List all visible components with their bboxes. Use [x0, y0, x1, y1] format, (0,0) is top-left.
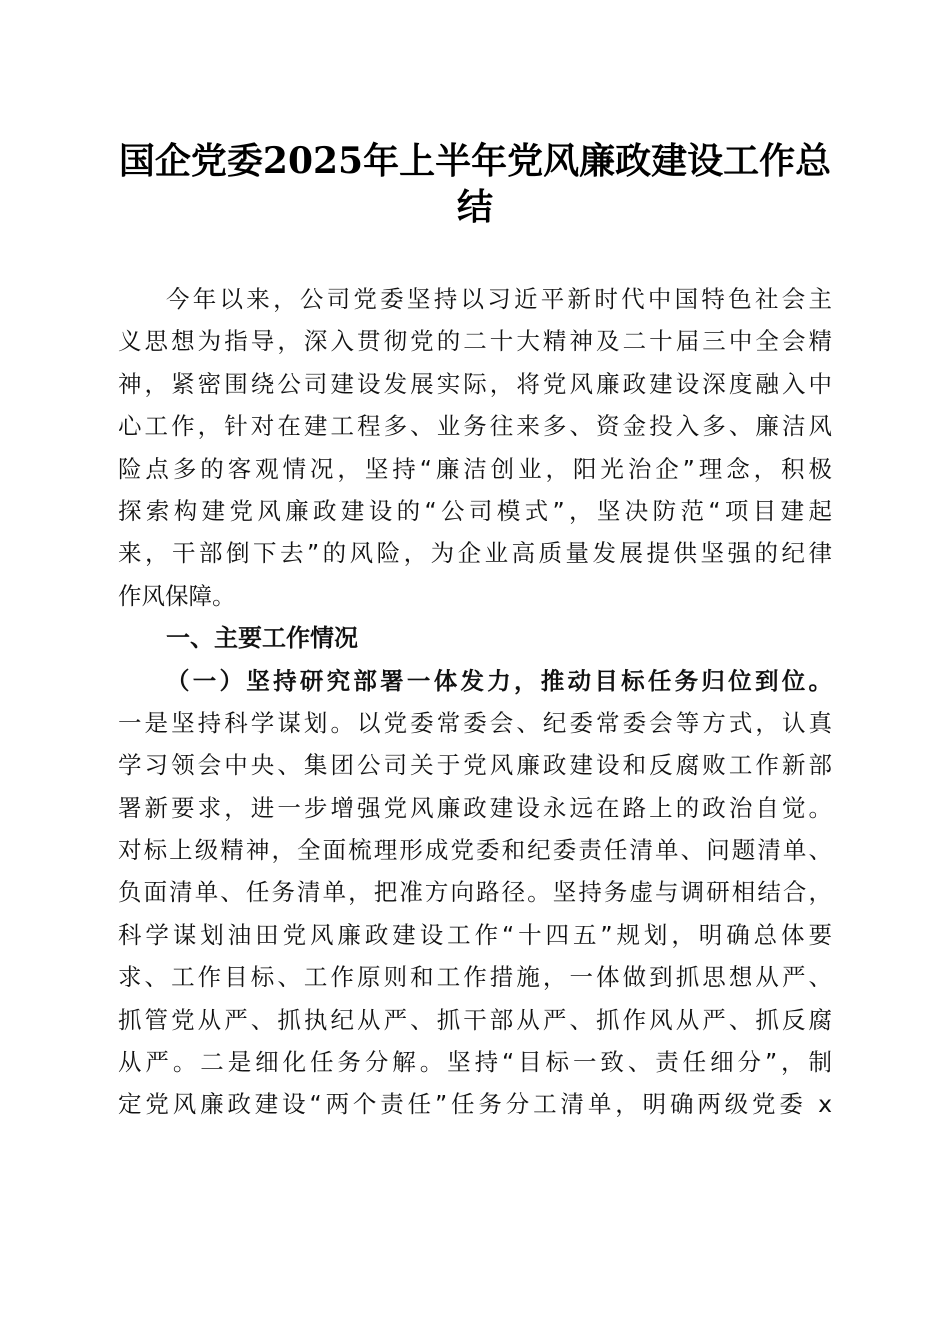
intro-paragraph-line: 义思想为指导，深入贯彻党的二十大精神及二十届三中全会精 [118, 327, 832, 356]
intro-paragraph-line: 神，紧密围绕公司建设发展实际，将党风廉政建设深度融入中 [118, 369, 832, 398]
document-title [118, 138, 832, 230]
subsection-paragraph-line: 抓管党从严、抓执纪从严、抓干部从严、抓作风从严、抓反腐 [118, 1005, 832, 1034]
document-body [118, 278, 832, 1126]
intro-paragraph-line: 作风保障。 [118, 581, 236, 610]
intro-paragraph-line: 探索构建党风廉政建设的“公司模式”，坚决防范“项目建起 [118, 496, 832, 525]
subsection-paragraph-line: 科学谋划油田党风廉政建设工作“十四五”规划，明确总体要 [118, 920, 832, 949]
section-heading: 一、主要工作情况 [166, 624, 358, 653]
intro-paragraph-line: 今年以来，公司党委坚持以习近平新时代中国特色社会主 [166, 285, 832, 313]
title-line-2: 结 [456, 186, 493, 228]
subsection-paragraph-line: 求、工作目标、工作原则和工作措施，一体做到抓思想从严、 [118, 963, 832, 992]
subsection-paragraph-line: 负面清单、任务清单，把准方向路径。坚持务虚与调研相结合， [118, 878, 832, 907]
intro-paragraph-line: 来，干部倒下去”的风险，为企业高质量发展提供坚强的纪律 [118, 539, 832, 568]
subsection-paragraph-line: 学习领会中央、集团公司关于党风廉政建设和反腐败工作新部 [118, 751, 832, 780]
subsection-heading: （一）坚持研究部署一体发力，推动目标任务归位到位。 [166, 666, 832, 695]
intro-paragraph-line: 险点多的客观情况，坚持“廉洁创业，阳光治企”理念，积极 [118, 454, 832, 483]
subsection-paragraph-line: 对标上级精神，全面梳理形成党委和纪委责任清单、问题清单、 [118, 836, 832, 865]
subsection-paragraph-line: 从严。二是细化任务分解。坚持“目标一致、责任细分”，制 [118, 1048, 832, 1077]
title-line-1: 国企党委2025年上半年党风廉政建设工作总 [118, 140, 832, 182]
subsection-paragraph-line: 定党风廉政建设“两个责任”任务分工清单，明确两级党委 x [118, 1090, 832, 1119]
subsection-paragraph-line: 一是坚持科学谋划。以党委常委会、纪委常委会等方式，认真 [118, 708, 832, 737]
subsection-paragraph-line: 署新要求，进一步增强党风廉政建设永远在路上的政治自觉。 [118, 793, 832, 822]
intro-paragraph-line: 心工作，针对在建工程多、业务往来多、资金投入多、廉洁风 [118, 412, 832, 441]
